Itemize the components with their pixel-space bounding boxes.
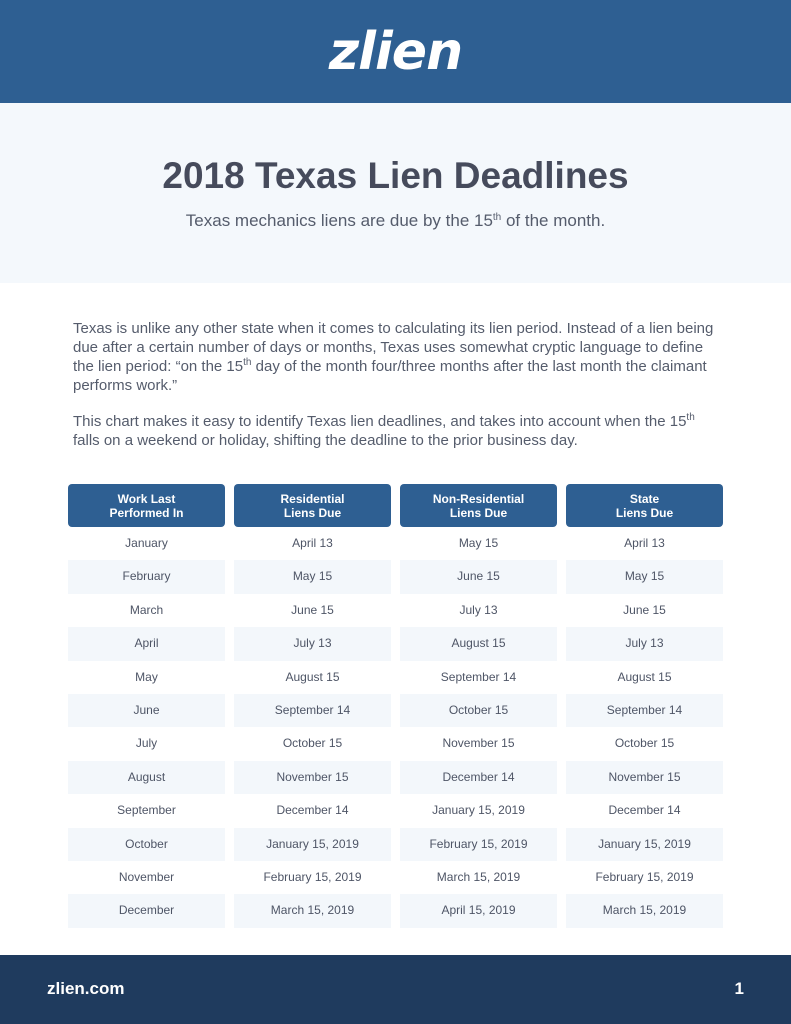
header-work-last-performed (68, 484, 225, 527)
page-number: 1 (734, 979, 744, 998)
table-cell: July (135, 736, 158, 751)
table-cell: July 13 (234, 627, 391, 660)
header-line: Liens Due (615, 505, 674, 520)
header-line: State (629, 491, 660, 506)
table-row (68, 627, 723, 660)
table-cell: August 15 (400, 627, 557, 660)
table-cell: September (117, 803, 176, 818)
subtitle-text-end: of the month. (501, 211, 606, 230)
description-superscript: th (686, 412, 695, 423)
header-line: Residential (280, 491, 345, 506)
table-row (68, 560, 723, 593)
table-cell: May 15 (234, 560, 391, 593)
table-cell: January 15, 2019 (432, 803, 525, 818)
header-state-liens-due (566, 484, 723, 527)
table-cell: March 15, 2019 (436, 869, 521, 884)
description-text-part1: This chart makes it easy to identify Texas lien deadlines, and takes into account when the 15 (73, 413, 687, 430)
table-cell: October 15 (282, 736, 343, 751)
table-row (68, 694, 723, 727)
table-row (68, 594, 723, 627)
table-row (68, 527, 723, 560)
table-cell: November (118, 869, 175, 884)
subtitle-superscript: th (492, 212, 502, 223)
table-cell: March 15, 2019 (566, 894, 723, 927)
table-cell: January 15, 2019 (234, 828, 391, 861)
table-cell: April 13 (624, 536, 665, 550)
table-cell: June 15 (623, 602, 666, 617)
intro-text-part2: day of the month four/three months after the last month the claimant performs work.” (73, 358, 707, 394)
table-cell: May 15 (566, 560, 723, 593)
table-cell: December 14 (276, 803, 349, 818)
table-cell: October 15 (400, 694, 557, 727)
table-row (68, 861, 723, 894)
intro-text-part1: Texas is unlike any other state when it comes to calculating its lien period. Instead of a lien being due after a certain number of days or months, Texas uses somewhat cryptic language to define the lien period: “on the 15 (73, 320, 714, 375)
table-cell: February 15, 2019 (263, 869, 362, 884)
lien-deadline-table (68, 484, 723, 928)
intro-paragraph (73, 319, 723, 395)
table-cell: February 15, 2019 (595, 869, 694, 884)
table-row (68, 828, 723, 861)
header-non-residential-liens-due (400, 484, 557, 527)
table-cell: July 13 (459, 602, 498, 617)
table-cell: June 15 (400, 560, 557, 593)
table-row (68, 761, 723, 794)
header-line: Performed In (109, 505, 184, 520)
table-cell: January (125, 536, 168, 550)
table-cell: March 15, 2019 (234, 894, 391, 927)
table-row (68, 794, 723, 827)
table-cell: October (68, 828, 225, 861)
table-row (68, 661, 723, 694)
table-cell: January 15, 2019 (566, 828, 723, 861)
zlien-logo[interactable]: zlien (328, 22, 463, 82)
description-text-part2: falls on a weekend or holiday, shifting the deadline to the prior business day. (73, 432, 578, 449)
table-cell: April 13 (292, 536, 333, 550)
chart-description-paragraph (73, 412, 723, 450)
header-line: Work Last (117, 491, 176, 506)
table-cell: September 14 (440, 669, 517, 684)
header-line: Liens Due (449, 505, 508, 520)
table-body (68, 527, 723, 928)
table-row (68, 727, 723, 760)
table-cell: April 15, 2019 (400, 894, 557, 927)
subtitle-text: Texas mechanics liens are due by the 15 (185, 211, 493, 230)
table-cell: February (68, 560, 225, 593)
table-cell: June (68, 694, 225, 727)
table-cell: July 13 (566, 627, 723, 660)
table-cell: September 14 (566, 694, 723, 727)
table-cell: February 15, 2019 (400, 828, 557, 861)
intro-superscript: th (243, 357, 252, 368)
page-title: 2018 Texas Lien Deadlines (162, 155, 629, 196)
table-cell: August (68, 761, 225, 794)
table-cell: September 14 (234, 694, 391, 727)
table-cell: November 15 (234, 761, 391, 794)
footer-website-link[interactable]: zlien.com (47, 979, 125, 998)
table-cell: November 15 (442, 736, 515, 751)
table-cell: March (129, 602, 164, 617)
header-line: Liens Due (283, 505, 342, 520)
table-cell: April (68, 627, 225, 660)
page-subtitle (0, 209, 791, 233)
table-header-row (68, 484, 723, 527)
table-cell: October 15 (614, 736, 675, 751)
table-cell: December 14 (608, 803, 681, 818)
table-cell: August 15 (285, 669, 340, 684)
header-line: Non-Residential (432, 491, 525, 506)
table-cell: August 15 (617, 669, 672, 684)
header-residential-liens-due (234, 484, 391, 527)
table-cell: December 14 (400, 761, 557, 794)
table-cell: December (68, 894, 225, 927)
table-cell: June 15 (291, 602, 334, 617)
table-row (68, 894, 723, 927)
table-cell: May 15 (458, 536, 499, 550)
table-cell: May (135, 669, 158, 684)
page-header (0, 0, 791, 103)
table-cell: November 15 (566, 761, 723, 794)
